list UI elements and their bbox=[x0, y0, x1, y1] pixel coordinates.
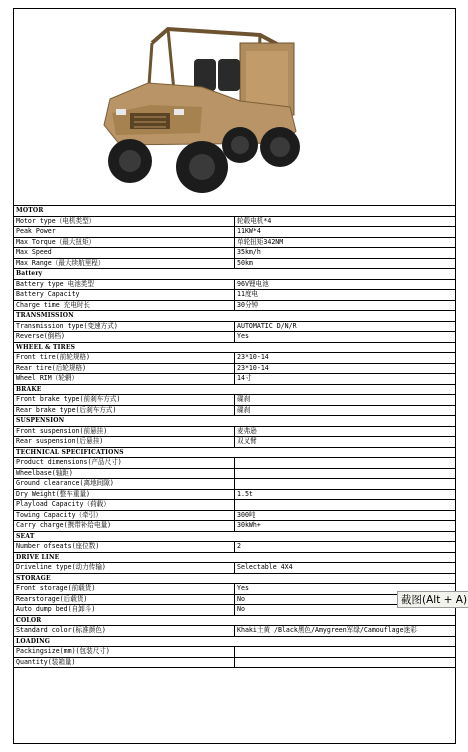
spec-label: Standard color(标准颜色) bbox=[14, 626, 235, 637]
spec-value: 1.5t bbox=[235, 489, 456, 500]
spec-row bbox=[14, 584, 455, 595]
section-title: SEAT bbox=[14, 531, 455, 542]
spec-value bbox=[235, 647, 456, 658]
spec-label: Carry charge(携带补给电量) bbox=[14, 521, 235, 532]
spec-value bbox=[235, 500, 456, 511]
spec-value: 300吨 bbox=[235, 510, 456, 521]
spec-label: Front brake type(前刹车方式) bbox=[14, 395, 235, 406]
spec-label: Quantity(装箱量) bbox=[14, 657, 235, 668]
spec-label: Driveline type(动力传输) bbox=[14, 563, 235, 574]
section-header-row bbox=[14, 615, 455, 626]
spec-row bbox=[14, 405, 455, 416]
spec-value: 14寸 bbox=[235, 374, 456, 385]
spec-label: Peak Power bbox=[14, 227, 235, 238]
section-header-row bbox=[14, 636, 455, 647]
section-title: TECHNICAL SPECIFICATIONS bbox=[14, 447, 455, 458]
spec-label: Wheelbase(轴距) bbox=[14, 468, 235, 479]
section-title: LOADING bbox=[14, 636, 455, 647]
spec-value: 35km/h bbox=[235, 248, 456, 259]
spec-row bbox=[14, 510, 455, 521]
spec-value: 23*10-14 bbox=[235, 363, 456, 374]
spec-value: Khaki土黄 /Black黑色/Amygreen军绿/Camouflage迷彩 bbox=[235, 626, 456, 637]
spec-value: 碟刹 bbox=[235, 405, 456, 416]
spec-value bbox=[235, 657, 456, 668]
spec-sheet bbox=[13, 8, 456, 744]
spec-label: Auto dump bed(自卸斗) bbox=[14, 605, 235, 616]
section-header-row bbox=[14, 552, 455, 563]
spec-value: 50km bbox=[235, 258, 456, 269]
spec-value bbox=[235, 479, 456, 490]
spec-row bbox=[14, 458, 455, 469]
section-header-row bbox=[14, 384, 455, 395]
section-title: MOTOR bbox=[14, 206, 455, 216]
spec-label: Ground clearance(离地间隙) bbox=[14, 479, 235, 490]
spec-row bbox=[14, 479, 455, 490]
spec-value: 麦弗逊 bbox=[235, 426, 456, 437]
spec-row bbox=[14, 353, 455, 364]
spec-row bbox=[14, 321, 455, 332]
spec-label: Rear suspension(后悬挂) bbox=[14, 437, 235, 448]
spec-row bbox=[14, 647, 455, 658]
spec-row bbox=[14, 290, 455, 301]
spec-row bbox=[14, 279, 455, 290]
spec-label: Motor type（电机类型） bbox=[14, 216, 235, 227]
section-title: COLOR bbox=[14, 615, 455, 626]
section-title: SUSPENSION bbox=[14, 416, 455, 427]
spec-value bbox=[235, 468, 456, 479]
section-title: STORAGE bbox=[14, 573, 455, 584]
section-header-row bbox=[14, 206, 455, 216]
section-title: Battery bbox=[14, 269, 455, 280]
section-header-row bbox=[14, 573, 455, 584]
section-title: BRAKE bbox=[14, 384, 455, 395]
section-title: WHEEL & TIRES bbox=[14, 342, 455, 353]
spec-row bbox=[14, 657, 455, 668]
spec-label: Rear brake type(后刹车方式) bbox=[14, 405, 235, 416]
spec-label: Front tire(前轮规格) bbox=[14, 353, 235, 364]
spec-label: Battery type 电池类型 bbox=[14, 279, 235, 290]
spec-label: Towing Capacity（牵引） bbox=[14, 510, 235, 521]
spec-row bbox=[14, 300, 455, 311]
spec-label: Max Range（最大续航里程） bbox=[14, 258, 235, 269]
spec-label: Rearstorage(后载货) bbox=[14, 594, 235, 605]
spec-row bbox=[14, 227, 455, 238]
spec-row bbox=[14, 594, 455, 605]
spec-row bbox=[14, 332, 455, 343]
spec-row bbox=[14, 542, 455, 553]
spec-label: Max Torque（最大扭矩） bbox=[14, 237, 235, 248]
spec-label: Playload Capacity（荷载） bbox=[14, 500, 235, 511]
spec-label: Battery Capacity bbox=[14, 290, 235, 301]
spec-value: Yes bbox=[235, 332, 456, 343]
section-header-row bbox=[14, 531, 455, 542]
spec-value: No bbox=[235, 605, 456, 616]
section-header-row bbox=[14, 416, 455, 427]
spec-value: Yes bbox=[235, 584, 456, 595]
spec-label: Max Speed bbox=[14, 248, 235, 259]
spec-row bbox=[14, 437, 455, 448]
spec-label: Transmission type(变速方式) bbox=[14, 321, 235, 332]
spec-row bbox=[14, 374, 455, 385]
spec-label: Reverse(倒档) bbox=[14, 332, 235, 343]
utv-vehicle-image bbox=[90, 21, 310, 197]
spec-row bbox=[14, 468, 455, 479]
spec-value: 碟刹 bbox=[235, 395, 456, 406]
spec-row bbox=[14, 489, 455, 500]
spec-row bbox=[14, 500, 455, 511]
spec-value: No bbox=[235, 594, 456, 605]
spec-value: AUTOMATIC D/N/R bbox=[235, 321, 456, 332]
spec-row bbox=[14, 626, 455, 637]
spec-table bbox=[14, 206, 455, 668]
spec-row bbox=[14, 216, 455, 227]
spec-value: Selectable 4X4 bbox=[235, 563, 456, 574]
spec-value: 30kWh+ bbox=[235, 521, 456, 532]
section-title: DRIVE LINE bbox=[14, 552, 455, 563]
spec-value: 11度电 bbox=[235, 290, 456, 301]
spec-value bbox=[235, 458, 456, 469]
spec-row bbox=[14, 605, 455, 616]
screenshot-tooltip: 截图(Alt + A) bbox=[397, 591, 468, 608]
spec-row bbox=[14, 426, 455, 437]
section-header-row bbox=[14, 447, 455, 458]
spec-value: 轮毂电机*4 bbox=[235, 216, 456, 227]
spec-value: 11KW*4 bbox=[235, 227, 456, 238]
spec-row bbox=[14, 237, 455, 248]
spec-row bbox=[14, 563, 455, 574]
spec-value: 双叉臂 bbox=[235, 437, 456, 448]
spec-label: Number ofseats(座位数) bbox=[14, 542, 235, 553]
spec-label: Wheel RIM（轮辋） bbox=[14, 374, 235, 385]
section-header-row bbox=[14, 311, 455, 322]
spec-row bbox=[14, 521, 455, 532]
spec-row bbox=[14, 248, 455, 259]
spec-label: Front storage(前载货) bbox=[14, 584, 235, 595]
spec-value: 96V锂电池 bbox=[235, 279, 456, 290]
spec-label: Rear tire(后轮规格) bbox=[14, 363, 235, 374]
spec-label: Dry Weight(整车重量) bbox=[14, 489, 235, 500]
spec-row bbox=[14, 258, 455, 269]
spec-value: 23*10-14 bbox=[235, 353, 456, 364]
spec-row bbox=[14, 363, 455, 374]
spec-row bbox=[14, 395, 455, 406]
section-title: TRANSMISSION bbox=[14, 311, 455, 322]
spec-label: Product dimensions(产品尺寸) bbox=[14, 458, 235, 469]
spec-label: Charge time 充电时长 bbox=[14, 300, 235, 311]
spec-value: 2 bbox=[235, 542, 456, 553]
spec-label: Front suspension(前悬挂) bbox=[14, 426, 235, 437]
spec-value: 30分钟 bbox=[235, 300, 456, 311]
spec-label: Packingsize(mm)(包装尺寸) bbox=[14, 647, 235, 658]
spec-value: 单轮扭矩342NM bbox=[235, 237, 456, 248]
section-header-row bbox=[14, 342, 455, 353]
vehicle-photo bbox=[14, 9, 455, 206]
section-header-row bbox=[14, 269, 455, 280]
